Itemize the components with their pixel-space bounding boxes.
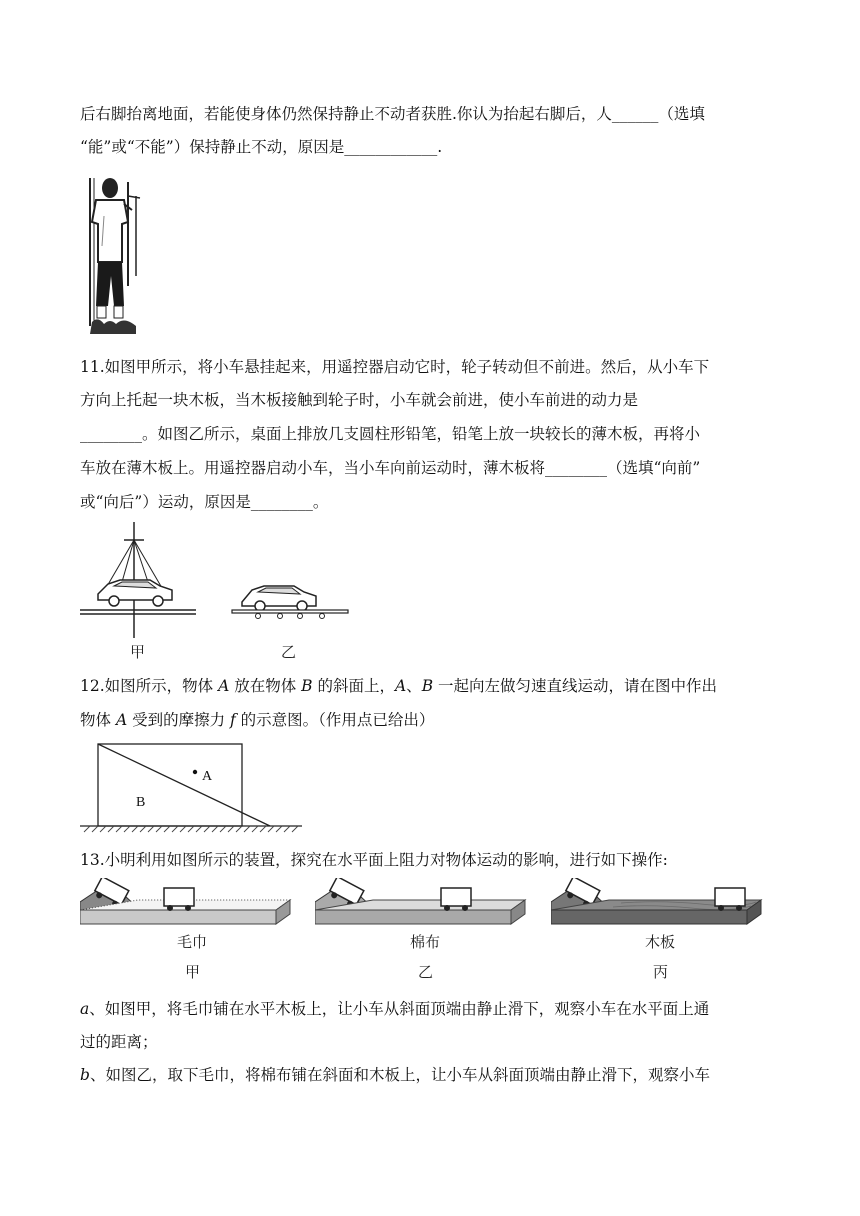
fig1-material: 毛巾 (177, 933, 208, 951)
q12-line-2: 物体 A 受到的摩擦力 f 的示意图。（作用点已给出） (80, 711, 435, 729)
fig3-label: 丙 (653, 963, 669, 981)
q13-step-a-line-2: 过的距离； (80, 1033, 158, 1051)
wood-ramp-figure (551, 878, 763, 928)
label-b: B (136, 795, 146, 810)
intro-line-2: “能”或“不能”）保持静止不动，原因是____________. (80, 138, 443, 156)
label-a: A (202, 769, 213, 784)
intro-line-1: 后右脚抬离地面，若能使身体仍然保持静止不动者获胜.你认为抬起右脚后，人______（选填 (80, 105, 705, 123)
towel-ramp-figure (80, 878, 292, 928)
action-point-dot (193, 770, 197, 774)
fig1-label: 甲 (185, 963, 201, 981)
fig2-label: 乙 (418, 963, 434, 981)
q11-line-5: 或“向后”）运动，原因是________。 (80, 493, 329, 511)
fig-caption-yi: 乙 (281, 643, 297, 661)
fig3-material: 木板 (645, 933, 676, 951)
car-on-pencils-figure (230, 576, 350, 620)
q11-line-4: 车放在薄木板上。用遥控器启动小车，当小车向前运动时，薄木板将________（选填“向前” (80, 459, 701, 477)
q13-step-a-line-1: a、如图甲，将毛巾铺在水平木板上，让小车从斜面顶端由静止滑下，观察小车在水平面上通 (80, 1000, 710, 1018)
q13-line-1: 13.小明利用如图所示的装置，探究在水平面上阻力对物体运动的影响，进行如下操作: (80, 851, 668, 869)
incline-block-figure (80, 740, 302, 834)
q12-line-1: 12.如图所示，物体 A 放在物体 B 的斜面上，A、B 一起向左做匀速直线运动，请在图中作出 (80, 677, 718, 695)
fig2-material: 棉布 (410, 933, 441, 951)
q13-step-b-line-1: b、如图乙，取下毛巾，将棉布铺在斜面和木板上，让小车从斜面顶端由静止滑下，观察小车 (80, 1066, 710, 1084)
cotton-ramp-figure (315, 878, 527, 928)
person-at-wall-figure (84, 176, 146, 338)
q11-line-1: 11.如图甲所示，将小车悬挂起来，用遥控器启动它时，轮子转动但不前进。然后，从小车下 (80, 358, 710, 376)
q11-line-2: 方向上托起一块木板，当木板接触到轮子时，小车就会前进，使小车前进的动力是 (80, 391, 639, 409)
fig-caption-jia: 甲 (130, 643, 146, 661)
suspended-car-figure (78, 522, 200, 640)
q11-line-3: ________。如图乙所示，桌面上排放几支圆柱形铅笔，铅笔上放一块较长的薄木板，再将小 (80, 425, 701, 443)
